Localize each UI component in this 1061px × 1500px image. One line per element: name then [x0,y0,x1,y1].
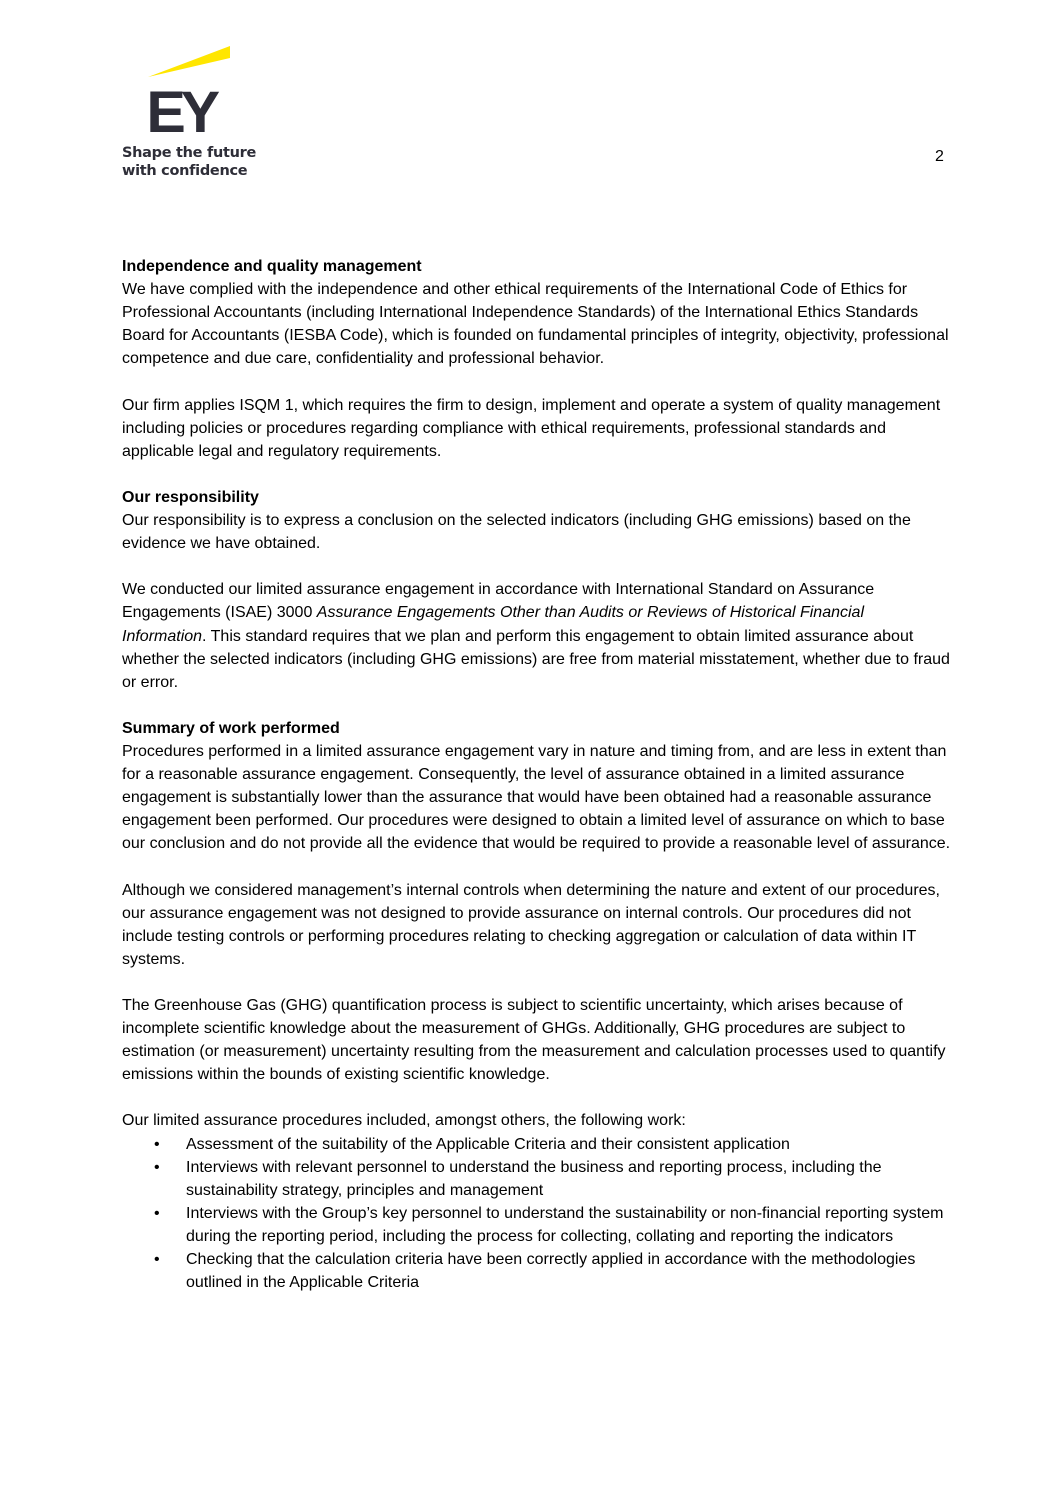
list-item-text: Interviews with the Group’s key personnel to understand the sustainability or non-financial reporting system during the reporting period, including the process for collecting, collating and reporting the indicators [186,1204,944,1245]
section-heading: Independence and quality management [122,258,422,275]
paragraph: Our responsibility is to express a conclusion on the selected indicators (including GHG emissions) based on the evidence we have obtained. [122,512,911,553]
list-item [122,1133,952,1156]
list-intro: Our limited assurance procedures included, amongst others, the following work: [122,1112,686,1130]
paragraph-text: We conducted our limited assurance engagement in accordance with International Standard on Assurance Engagements (ISAE) 3000 [122,581,875,622]
list-item [122,1202,952,1248]
section-heading: Our responsibility [122,488,259,506]
ey-beam-icon [120,44,240,84]
paragraph: Procedures performed in a limited assurance engagement vary in nature and timing from, and are less in extent than for a reasonable assurance engagement. Consequently, the level of assurance obtained in a limited assurance engagement is substantially lower than the assurance that would have been obtained had a reasonable assurance engagement been performed. Our procedures were designed to obtain a limited level of assurance on which to base our conclusion and do not provide all the evidence that would be required to provide a reasonable level of assurance. [122,742,951,853]
section-responsibility [122,486,952,555]
list-item-text: Checking that the calculation criteria have been correctly applied in accordance with the methodologies outlined in the Applicable Criteria [186,1251,916,1292]
logo-tagline-line2: with confidence [122,163,248,179]
bullet-icon: • [154,1158,160,1176]
list-item [122,1156,952,1202]
paragraph-text: . This standard requires that we plan and perform this engagement to obtain limited assurance about whether the selected indicators (including GHG emissions) are free from material misstatement, whether due to fraud or error. [122,627,950,691]
bullet-icon: • [154,1135,160,1153]
list-item [122,1248,952,1294]
bullet-icon: • [154,1204,160,1222]
procedures-list [122,1133,952,1295]
section-summary [122,717,952,856]
paragraph: Our firm applies ISQM 1, which requires the firm to design, implement and operate a system of quality management including policies or procedures regarding compliance with ethical requirements, professional standards and applicable legal and regulatory requirements. [122,396,941,460]
section-heading: Summary of work performed [122,719,340,737]
ey-logo [120,44,257,184]
paragraph: We have complied with the independence and other ethical requirements of the International Code of Ethics for Professional Accountants (including International Independence Standards) of the International Ethics Standards Board for Accountants (IESBA Code), which is founded on fundamental principles of integrity, objectivity, professional competence and due care, confidentiality and professional behavior. [122,281,949,368]
list-item-text: Interviews with relevant personnel to understand the business and reporting process, including the sustainability strategy, principles and management [186,1158,882,1199]
page-number: 2 [935,148,944,165]
logo-tagline [122,144,272,180]
procedures-list-block [122,1109,952,1294]
bullet-icon: • [154,1251,160,1269]
standard-title: Assurance Engagements Other than Audits or Reviews of Historical Financial Information [122,604,864,645]
document-body [122,255,952,1294]
logo-tagline-line1: Shape the future [122,145,257,161]
logo-wordmark: EY [146,80,216,145]
paragraph-isae [122,578,952,693]
section-independence [122,255,952,370]
paragraph: The Greenhouse Gas (GHG) quantification process is subject to scientific uncertainty, which arises because of incomplete scientific knowledge about the measurement of GHGs. Additionally, GHG procedures are subject to estimation (or measurement) uncertainty resulting from the measurement and calculation processes used to quantify emissions within the bounds of existing scientific knowledge. [122,997,946,1084]
paragraph: Although we considered management’s internal controls when determining the nature and extent of our procedures, our assurance engagement was not designed to provide assurance on internal controls. Our procedures did not include testing controls or performing procedures relating to checking aggregation or calculation of data within IT systems. [122,881,940,968]
list-item-text: Assessment of the suitability of the Applicable Criteria and their consistent application [186,1135,790,1153]
